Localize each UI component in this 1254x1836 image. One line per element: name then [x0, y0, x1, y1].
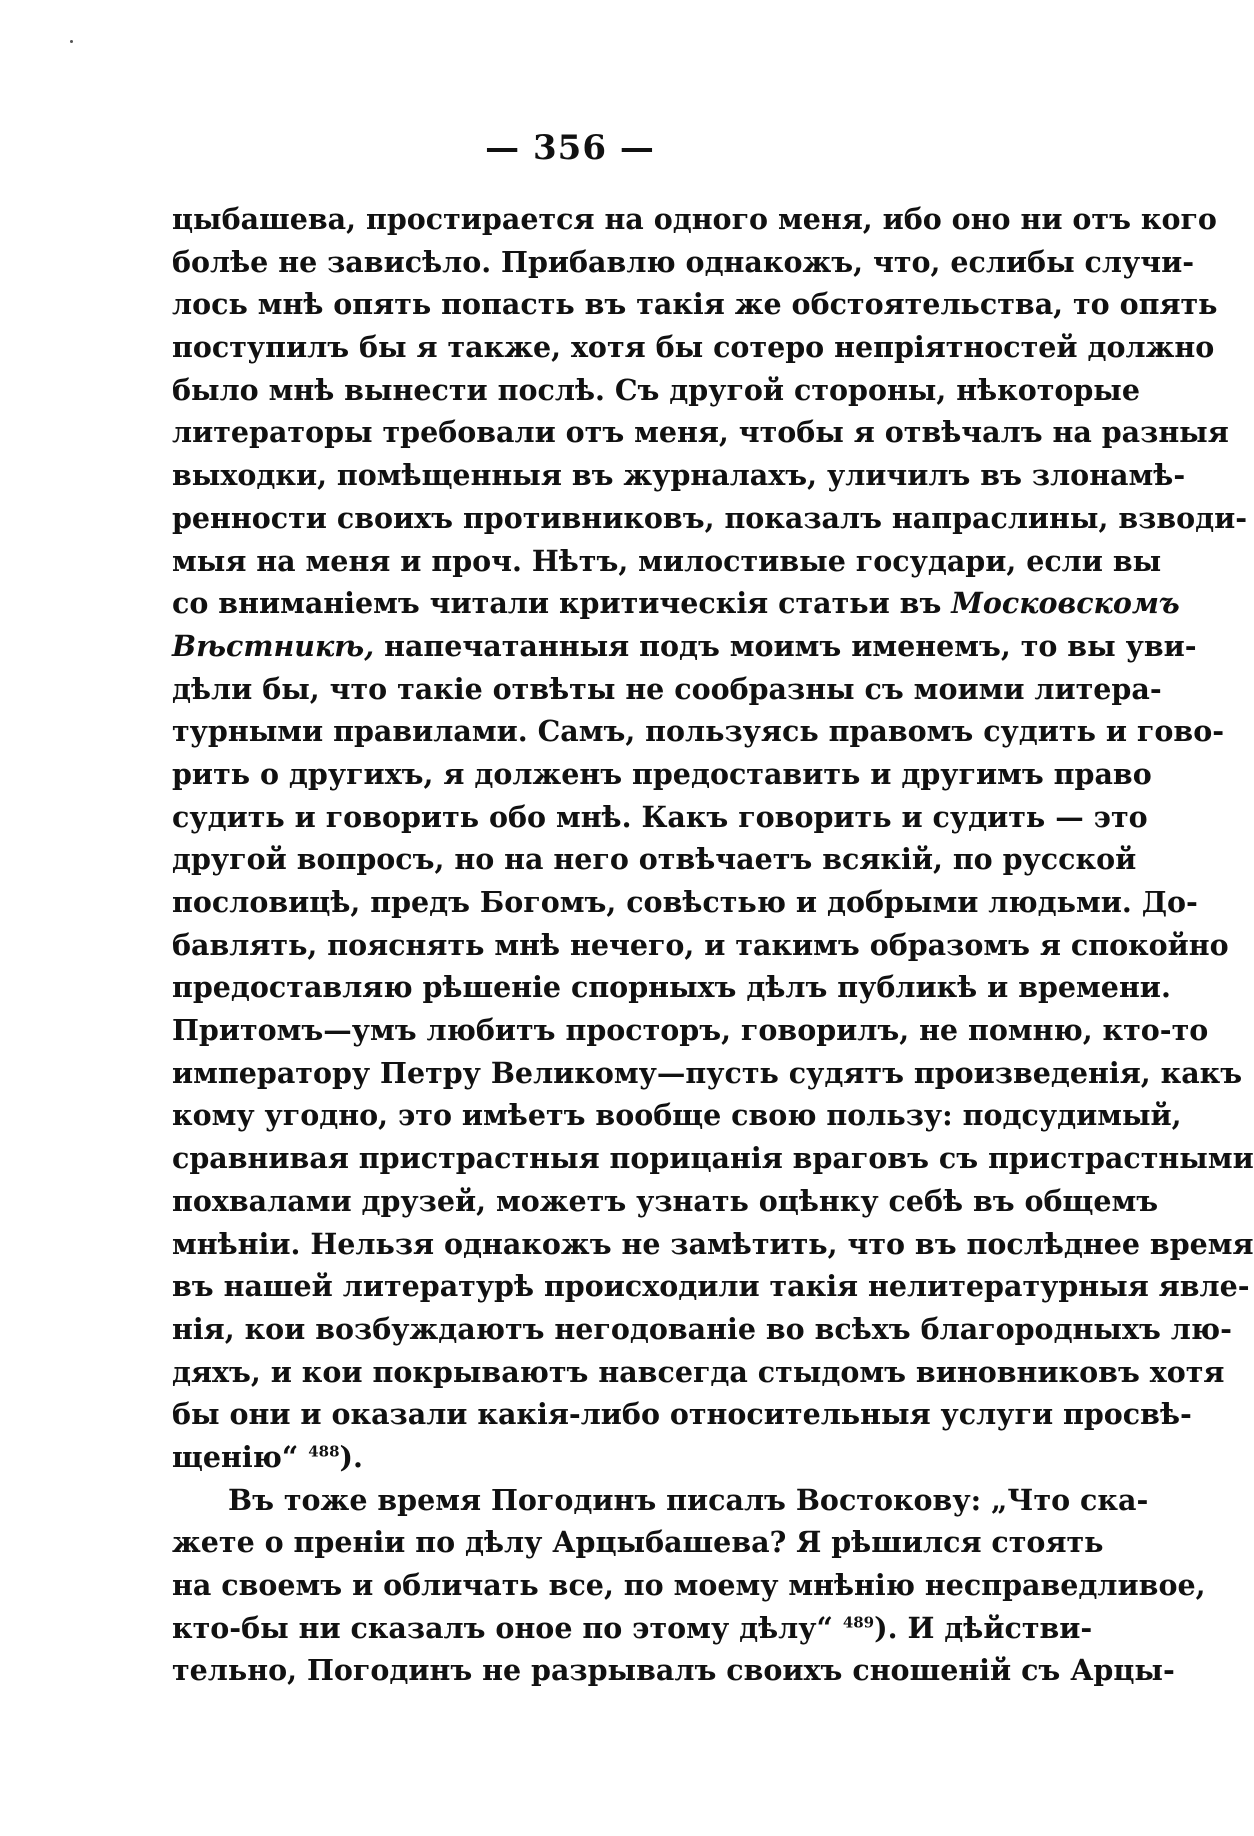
- text-span: кто-бы ни сказалъ оное по этому дѣлу“: [172, 1610, 833, 1645]
- body-text: [172, 198, 1254, 1692]
- text-line: императору Петру Великому—пусть судятъ произведенія, какъ: [172, 1055, 1243, 1090]
- text-line: лось мнѣ опять попасть въ такія же обстоятельства, то опять: [172, 287, 1218, 322]
- text-line: жете о преніи по дѣлу Арцыбашева? Я рѣшился стоять: [172, 1525, 1104, 1560]
- text-line: другой вопросъ, но на него отвѣчаетъ всякій, по русской: [172, 842, 1137, 877]
- text-line: выходки, помѣщенныя въ журналахъ, уличилъ въ злонамѣ-: [172, 458, 1186, 493]
- text-line: Притомъ—умъ любитъ просторъ, говорилъ, не помню, кто-то: [172, 1013, 1209, 1048]
- text-line: бы они и оказали какія-либо относительныя услуги просвѣ-: [172, 1397, 1192, 1432]
- text-line: [172, 582, 1180, 625]
- italic-title: Московскомъ: [951, 586, 1180, 621]
- text-line: дѣли бы, что такіе отвѣты не сообразны съ моими литера-: [172, 671, 1162, 706]
- text-line: рить о другихъ, я долженъ предоставить и другимъ право: [172, 756, 1152, 791]
- text-line: дяхъ, и кои покрываютъ навсегда стыдомъ виновниковъ хотя: [172, 1354, 1225, 1389]
- text-line: бавлять, пояснять мнѣ нечего, и такимъ образомъ я спокойно: [172, 927, 1229, 962]
- text-line: сравнивая пристрастныя порицанія враговъ съ пристрастными: [172, 1141, 1254, 1176]
- text-line: на своемъ и обличать все, по моему мнѣнію несправедливое,: [172, 1568, 1206, 1602]
- italic-title: Вѣстникѣ,: [172, 628, 375, 663]
- text-line: поступилъ бы я также, хотя бы сотеро непріятностей должно: [172, 330, 1215, 365]
- text-line: литераторы требовали отъ меня, чтобы я отвѣчалъ на разныя: [172, 415, 1229, 450]
- scan-speck: [70, 40, 73, 43]
- text-line: ренности своихъ противниковъ, показалъ напраслины, взводи-: [172, 500, 1248, 535]
- text-line: судить и говорить обо мнѣ. Какъ говорить и судить — это: [172, 799, 1148, 834]
- text-line: цыбашева, простирается на одного меня, ибо оно ни отъ кого: [172, 202, 1217, 236]
- text-line: Въ тоже время Погодинъ писалъ Востокову: „Что ска-: [228, 1482, 1149, 1517]
- text-line: нія, кои возбуждаютъ негодованіе во всѣхъ благородныхъ лю-: [172, 1311, 1232, 1346]
- text-line: [172, 1607, 1093, 1650]
- text-line: въ нашей литературѣ происходили такія нелитературныя явле-: [172, 1269, 1250, 1304]
- text-span: ). И дѣйстви-: [874, 1610, 1093, 1645]
- text-line: пословицѣ, предъ Богомъ, совѣстью и добрыми людьми. До-: [172, 885, 1198, 919]
- text-line: турными правилами. Самъ, пользуясь правомъ судить и гово-: [172, 714, 1225, 749]
- text-line: болѣе не зависѣло. Прибавлю однакожъ, что, еслибы случи-: [172, 244, 1195, 279]
- text-line: мыя на меня и проч. Нѣтъ, милостивые государи, если вы: [172, 543, 1162, 578]
- footnote-ref: 489: [842, 1613, 875, 1632]
- text-line: мнѣніи. Нельзя однакожъ не замѣтить, что въ послѣднее время: [172, 1226, 1254, 1261]
- text-span: ).: [339, 1439, 363, 1474]
- text-line: тельно, Погодинъ не разрывалъ своихъ сношеній съ Арцы-: [172, 1653, 1175, 1688]
- footnote-ref: 488: [308, 1442, 340, 1461]
- text-line: было мнѣ вынести послѣ. Съ другой стороны, нѣкоторые: [172, 372, 1141, 407]
- text-line: предоставляю рѣшеніе спорныхъ дѣлъ публикѣ и времени.: [172, 970, 1171, 1005]
- text-span: щенію“: [172, 1439, 299, 1474]
- text-line: [172, 1436, 1044, 1479]
- text-span: напечатанныя подъ моимъ именемъ, то вы уви-: [374, 628, 1197, 663]
- text-line: кому угодно, это имѣетъ вообще свою пользу: подсудимый,: [172, 1098, 1182, 1133]
- text-span: со вниманіемъ читали критическія статьи въ: [172, 586, 942, 621]
- text-line: [172, 625, 1197, 668]
- text-line: похвалами друзей, можетъ узнать оцѣнку себѣ въ общемъ: [172, 1183, 1159, 1218]
- page-number: — 356 —: [485, 128, 655, 168]
